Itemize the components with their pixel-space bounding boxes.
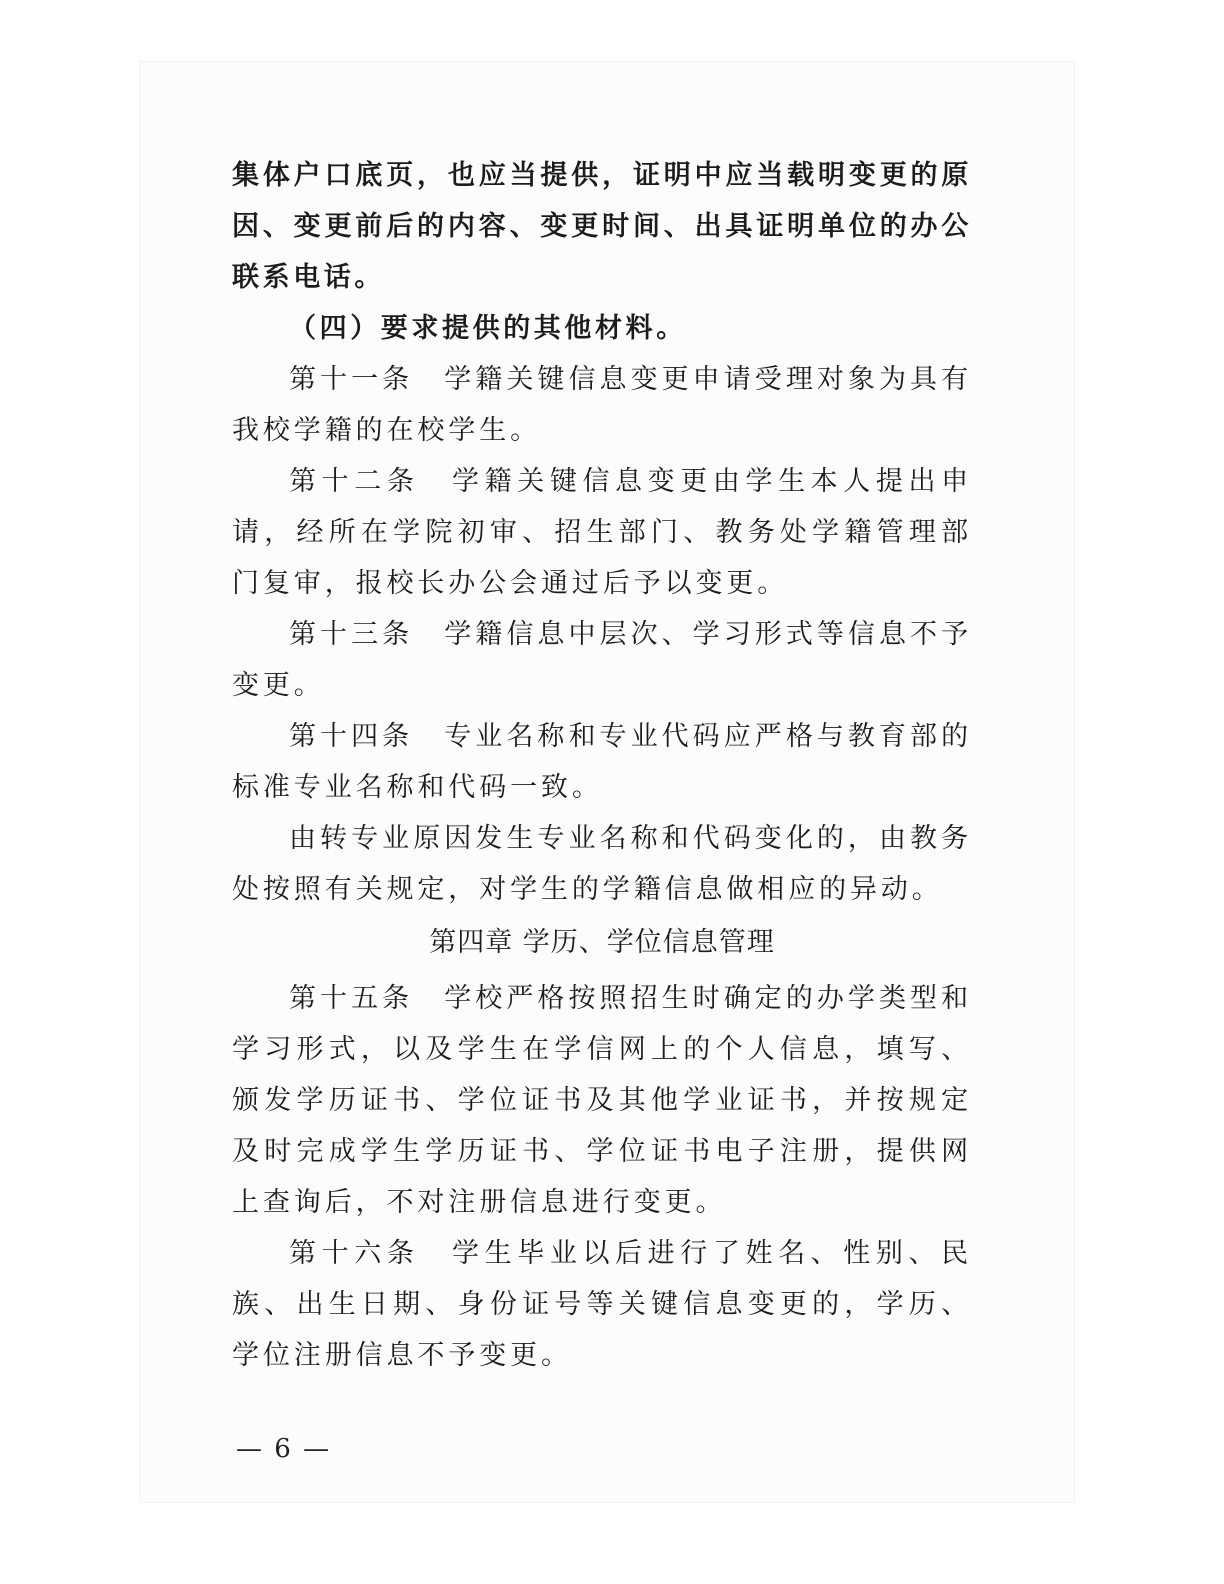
paragraph: 第十六条 学生毕业以后进行了姓名、性别、民族、出生日期、身份证号等关键信息变更的，学历、学位注册信息不予变更。 <box>232 1238 972 1371</box>
paragraph: 由转专业原因发生专业名称和代码变化的，由教务处按照有关规定，对学生的学籍信息做相应的异动。 <box>232 823 972 905</box>
chapter-heading: 第四章 学历、学位信息管理 <box>429 927 775 958</box>
paragraph: 第十一条 学籍关键信息变更申请受理对象为具有我校学籍的在校学生。 <box>232 364 972 446</box>
paragraphs-top <box>232 150 972 915</box>
paragraph: 第十三条 学籍信息中层次、学习形式等信息不予变更。 <box>232 619 972 701</box>
paragraph: 第十五条 学校严格按照招生时确定的办学类型和学习形式，以及学生在学信网上的个人信息，填写、颁发学历证书、学位证书及其他学业证书，并按规定及时完成学生学历证书、学位证书电子注册，提供网上查询后，不对注册信息进行变更。 <box>232 983 972 1218</box>
paragraph: 第十四条 专业名称和专业代码应严格与教育部的标准专业名称和代码一致。 <box>232 721 972 803</box>
paragraph: 第十二条 学籍关键信息变更由学生本人提出申请，经所在学院初审、招生部门、教务处学籍管理部门复审，报校长办公会通过后予以变更。 <box>232 466 972 599</box>
page-number: — 6 — <box>236 1434 332 1464</box>
paragraph: 集体户口底页，也应当提供，证明中应当载明变更的原因、变更前后的内容、变更时间、出具证明单位的办公联系电话。 <box>232 160 972 293</box>
paragraph: （四）要求提供的其他材料。 <box>289 313 687 344</box>
paragraphs-bottom <box>232 973 972 1381</box>
document-body <box>232 150 972 1381</box>
